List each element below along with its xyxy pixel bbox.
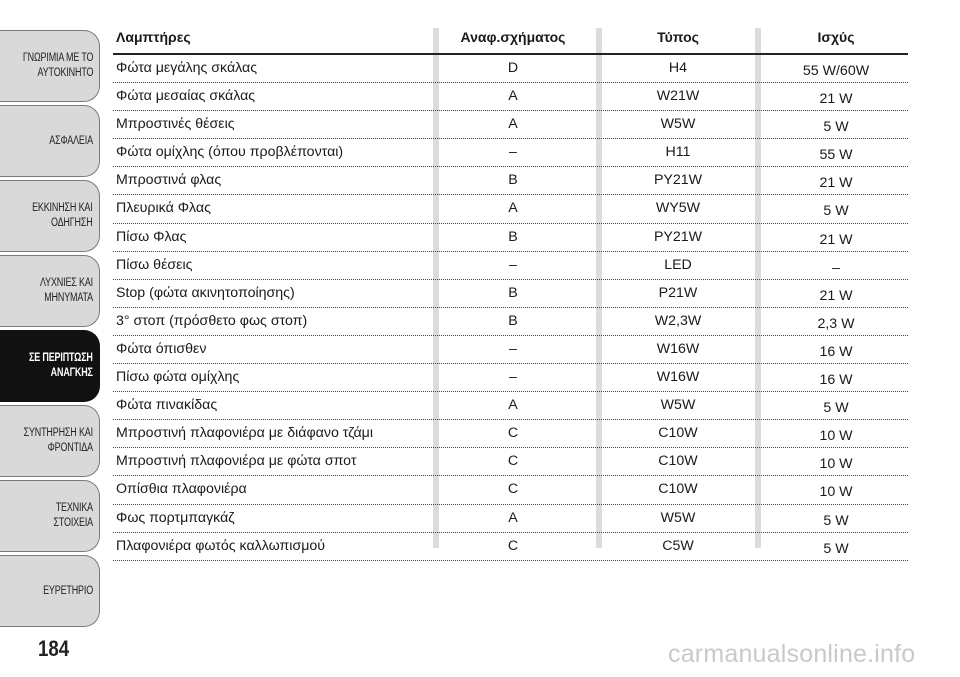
- bulb-name: Πίσω φώτα ομίχλης: [116, 369, 240, 386]
- figure-ref: B: [508, 228, 518, 245]
- table-row: [113, 167, 908, 195]
- bulbs-table: [113, 26, 908, 561]
- chapter-tab[interactable]: [0, 480, 100, 552]
- bulb-type: C10W: [658, 425, 698, 442]
- bulb-name: Μπροστινή πλαφονιέρα με διάφανο τζάμι: [116, 425, 374, 442]
- bulb-name: Φώτα μεσαίας σκάλας: [116, 88, 256, 105]
- bulb-name: Φώτα μεγάλης σκάλας: [116, 60, 258, 76]
- figure-ref: B: [508, 172, 518, 189]
- header-bulbs: Λαμπτήρες: [116, 29, 191, 45]
- bulb-name: Μπροστινές θέσεις: [116, 116, 235, 133]
- chapter-tab[interactable]: [0, 255, 100, 327]
- table-row: [113, 448, 908, 476]
- bulb-type: LED: [664, 256, 692, 273]
- bulb-power: 5 W: [823, 512, 849, 529]
- bulb-power: 55 W: [819, 147, 853, 164]
- bulb-name: Πίσω θέσεις: [116, 256, 193, 273]
- bulb-power: 16 W: [819, 343, 853, 360]
- figure-ref: C: [507, 453, 519, 470]
- bulb-name: Πλευρικά Φλας: [116, 200, 211, 217]
- bulb-type: P21W: [658, 284, 698, 301]
- chapter-tab-label: ΛΥΧΝΙΕΣ ΚΑΙ ΜΗΝΥΜΑΤΑ: [39, 277, 93, 304]
- figure-ref: A: [508, 88, 518, 105]
- table-row: [113, 55, 908, 83]
- bulb-name: Φώτα όπισθεν: [116, 340, 207, 357]
- table-row: [113, 308, 908, 336]
- bulb-name: Φώτα πινακίδας: [116, 397, 218, 414]
- bulb-type: H11: [665, 144, 691, 161]
- bulb-type: W5W: [660, 116, 696, 133]
- figure-ref: C: [507, 537, 519, 554]
- table-row: [113, 224, 908, 252]
- header-type: Τύπος: [657, 29, 699, 45]
- bulb-type: W21W: [656, 88, 700, 105]
- bulb-name: Μπροστινή πλαφονιέρα με φώτα σποτ: [116, 453, 357, 470]
- figure-ref: A: [508, 200, 518, 217]
- figure-ref: B: [508, 284, 518, 301]
- figure-ref: A: [508, 397, 518, 414]
- chapter-tab-label: ΕΥΡΕΤΗΡΙΟ: [43, 584, 93, 597]
- table-row: [113, 505, 908, 533]
- bulb-type: PY21W: [653, 172, 703, 189]
- table-row: [113, 83, 908, 111]
- bulb-type: W16W: [656, 340, 700, 357]
- bulb-type: WY5W: [655, 200, 701, 217]
- figure-ref: B: [508, 312, 518, 329]
- chapter-tab[interactable]: [0, 405, 100, 477]
- chapter-tab[interactable]: [0, 30, 100, 102]
- header-power: Ισχύς: [817, 29, 855, 45]
- table-row: [113, 195, 908, 223]
- chapter-sidebar: [0, 0, 104, 677]
- figure-ref: –: [509, 340, 517, 357]
- bulb-type: W16W: [656, 369, 700, 386]
- bulb-power: 2,3 W: [817, 315, 855, 332]
- bulb-power: 5 W: [823, 203, 849, 220]
- bulb-power: 10 W: [819, 456, 853, 473]
- chapter-tab-label: ΤΕΧΝΙΚΑ ΣΤΟΙΧΕΙΑ: [53, 502, 93, 529]
- bulb-name: Stop (φώτα ακινητοποίησης): [116, 284, 295, 301]
- bulb-name: Μπροστινά φλας: [116, 172, 222, 189]
- figure-ref: A: [508, 116, 518, 133]
- table-row: [113, 280, 908, 308]
- chapter-tab-label: ΑΣΦΑΛΕΙΑ: [49, 134, 93, 147]
- chapter-tab-label: ΓΝΩΡΙΜΙΑ ΜΕ ΤΟ ΑΥΤΟΚΙΝΗΤΟ: [22, 52, 93, 79]
- chapter-tab-label: ΣΕ ΠΕΡΙΠΤΩΣΗ ΑΝΑΓΚΗΣ: [29, 352, 93, 379]
- bulb-name: Πλαφονιέρα φωτός καλλωπισμού: [116, 537, 326, 554]
- bulb-type: W2,3W: [654, 312, 702, 329]
- bulb-power: 5 W: [823, 400, 849, 417]
- bulb-power: 10 W: [819, 484, 853, 501]
- bulb-power: 16 W: [819, 372, 853, 389]
- table-row: [113, 139, 908, 167]
- bulb-name: Οπίσθια πλαφονιέρα: [116, 481, 247, 498]
- bulb-power: 5 W: [823, 540, 849, 557]
- bulb-type: PY21W: [653, 228, 703, 245]
- bulb-name: Φως πορτμπαγκάζ: [116, 509, 235, 526]
- bulb-power: 21 W: [819, 287, 853, 304]
- figure-ref: C: [507, 481, 519, 498]
- chapter-tab-label: ΣΥΝΤΗΡΗΣΗ ΚΑΙ ΦΡΟΝΤΙΔΑ: [23, 427, 93, 454]
- chapter-tab[interactable]: [0, 180, 100, 252]
- table-row: [113, 111, 908, 139]
- bulb-type: H4: [668, 60, 688, 76]
- bulb-name: 3° στοπ (πρόσθετο φως στοπ): [116, 312, 308, 329]
- header-figure-ref: Αναφ.σχήματος: [460, 29, 566, 45]
- bulb-power: 5 W: [823, 119, 849, 136]
- chapter-tab[interactable]: [0, 555, 100, 627]
- bulb-power: 21 W: [819, 231, 853, 248]
- bulb-power: 55 W/60W: [802, 63, 870, 79]
- table-row: [113, 420, 908, 448]
- chapter-tab[interactable]: [0, 330, 100, 402]
- figure-ref: C: [507, 425, 519, 442]
- bulb-power: 10 W: [819, 428, 853, 445]
- watermark: carmanualsonline.info: [668, 640, 916, 668]
- chapter-tab[interactable]: [0, 105, 100, 177]
- page-number: 184: [38, 636, 70, 661]
- table-row: [113, 476, 908, 504]
- bulb-type: W5W: [660, 397, 696, 414]
- bulb-power: 21 W: [819, 91, 853, 108]
- figure-ref: D: [507, 60, 519, 76]
- table-row: [113, 392, 908, 420]
- figure-ref: –: [509, 256, 517, 273]
- figure-ref: A: [508, 509, 518, 526]
- table-row: [113, 364, 908, 392]
- table-row: [113, 533, 908, 561]
- bulb-power: 21 W: [819, 175, 853, 192]
- figure-ref: –: [509, 369, 517, 386]
- bulb-type: C5W: [662, 537, 694, 554]
- bulb-type: C10W: [658, 481, 698, 498]
- bulb-type: C10W: [658, 453, 698, 470]
- bulb-name: Φώτα ομίχλης (όπου προβλέπονται): [116, 144, 344, 161]
- figure-ref: –: [509, 144, 517, 161]
- table-row: [113, 336, 908, 364]
- bulb-name: Πίσω Φλας: [116, 228, 187, 245]
- bulb-power: –: [832, 259, 840, 276]
- table-row: [113, 252, 908, 280]
- bulb-type: W5W: [660, 509, 696, 526]
- table-header: [113, 26, 908, 55]
- chapter-tab-label: ΕΚΚΙΝΗΣΗ ΚΑΙ ΟΔΗΓΗΣΗ: [32, 202, 93, 229]
